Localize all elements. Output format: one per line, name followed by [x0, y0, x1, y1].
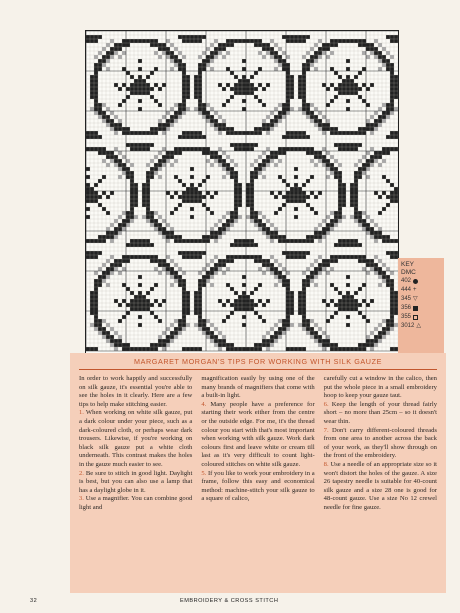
key-title: KEY	[401, 261, 415, 268]
magazine-name: EMBROIDERY & CROSS STITCH	[180, 598, 279, 604]
key-code: 3012	[401, 323, 415, 329]
key-code: 355	[401, 314, 412, 320]
chart-grid	[86, 31, 398, 353]
tip-item: 1. When working on white silk gauze, put a dark colour under your piece, such as a dark-coloured cloth, or perhaps wear dark trousers. Likewise, if you're working on black silk gauze put a white cloth underneath. This contrast makes the holes in the gauze much easier to see.	[79, 409, 193, 468]
key-row	[401, 304, 441, 313]
tips-column-3	[324, 375, 437, 513]
tips-column-1	[79, 375, 192, 513]
tips-panel	[70, 353, 446, 593]
open-square-icon	[413, 315, 418, 320]
key-code: 402	[401, 278, 412, 284]
key-row	[401, 277, 441, 286]
tips-intro: In order to work happily and successfully on silk gauze, it's essential you're able to see the holes in it clearly. Here are a few tips to help make stitching easier.	[79, 375, 193, 408]
color-key	[398, 258, 444, 364]
tip-item: 8. Use a needle of an appropriate size so it won't distort the holes of the gauze. A size 26 tapestry needle is suitable for 40-count silk gauze and a size 28 one is good for 48-count gauze. Use a size No 12 crewel needle for fine gauze.	[323, 460, 437, 511]
tip-continuation: magnification easily by using one of the many brands of magnifiers that come with a built-in light.	[201, 375, 315, 400]
tips-heading: MARGARET MORGAN'S TIPS FOR WORKING WITH SILK GAUZE	[79, 357, 437, 370]
key-row	[401, 313, 441, 322]
key-code: 444	[401, 287, 412, 293]
filled-square-icon	[413, 306, 418, 311]
up-triangle-icon: △	[416, 323, 421, 329]
tip-item: 4. Many people have a preference for starting their work either from the centre or the outside edge. For me, it's the thread colour you start with that's most important when working with silk gauze. Work dark colours first and leave white or cream till last as it's very difficult to count light-coloured stitches on white silk gauze.	[201, 400, 315, 468]
down-triangle-icon: ▽	[413, 296, 418, 302]
cross-stitch-chart	[85, 30, 399, 354]
tips-column-2	[201, 375, 314, 513]
tip-item: 7. Don't carry different-coloured threads from one area to another across the back of your work, as they'll show through on the front of the embroidery.	[323, 426, 437, 460]
key-code: 356	[401, 305, 412, 311]
key-subtitle: DMC	[401, 269, 416, 276]
tip-item: 2. Be sure to stitch in good light. Daylight is best, but you can also use a lamp that has a daylight globe in it.	[79, 469, 193, 494]
tip-continuation: carefully cut a window in the calico, then put the whole piece in a small embroidery hoop to keep your gauze taut.	[323, 375, 437, 400]
key-row	[401, 286, 441, 295]
tip-item: 5. If you like to work your embroidery in a frame, follow this easy and economical method: machine-stitch your silk gauze to a square of calico,	[201, 469, 315, 503]
tip-item: 3. Use a magnifier. You can combine good light and	[79, 495, 193, 511]
key-row	[401, 322, 441, 331]
key-code: 345	[401, 296, 412, 302]
key-row	[401, 295, 441, 304]
page-number: 32	[30, 598, 38, 604]
plus-icon: +	[413, 287, 417, 293]
filled-circle-icon	[413, 279, 418, 284]
tip-item: 6. Keep the length of your thread fairly short – no more than 25cm – so it doesn't wear thin.	[323, 400, 437, 425]
